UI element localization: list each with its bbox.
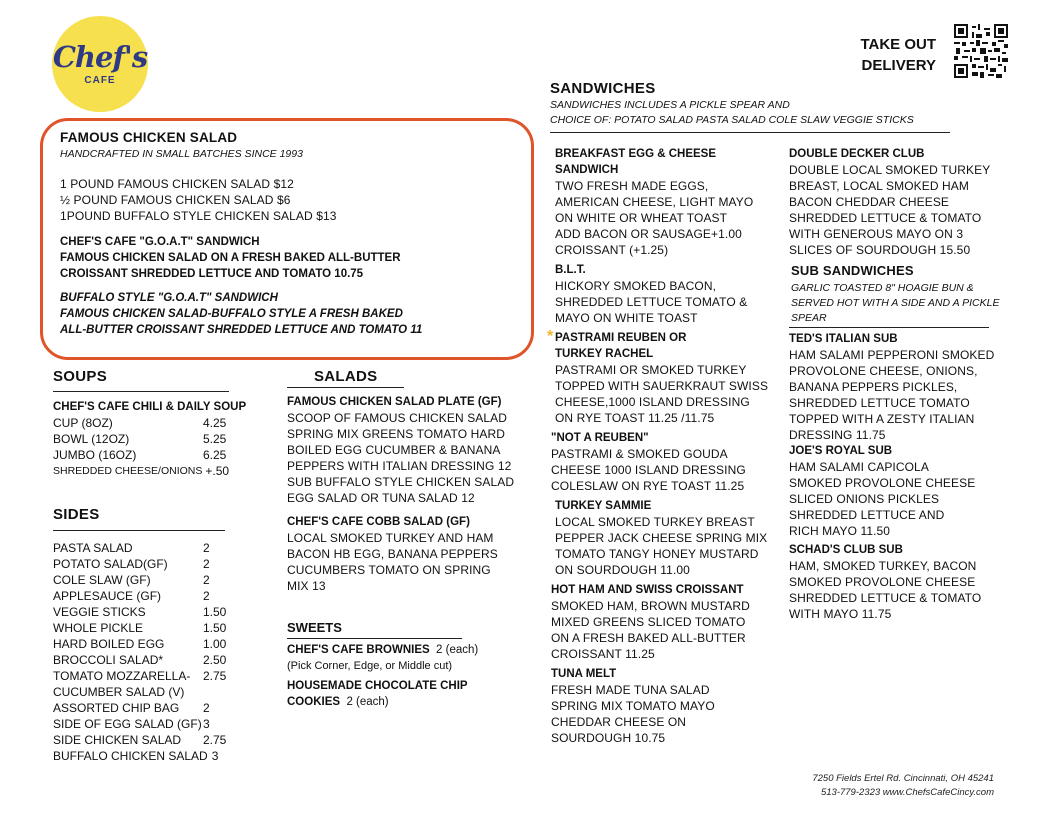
cookies-name-1: HOUSEMADE CHOCOLATE CHIP	[287, 680, 468, 692]
cobb-salad-line: LOCAL SMOKED TURKEY AND HAM	[287, 531, 494, 545]
cookies-name-2: COOKIES	[287, 696, 341, 708]
sandwiches-note-1: SANDWICHES INCLUDES A PICKLE SPEAR AND	[550, 99, 790, 111]
item-line: SLICED ONIONS PICKLES	[789, 492, 940, 506]
item-line: DRESSING 11.75	[789, 428, 886, 442]
item-title: SCHAD'S CLUB SUB	[789, 544, 903, 556]
logo-text: Chef's	[52, 40, 148, 74]
soups-title: SOUPS	[53, 368, 108, 385]
salad-plate-line: SPRING MIX GREENS TOMATO HARD	[287, 427, 506, 441]
chicken-salad-title: FAMOUS CHICKEN SALAD	[60, 130, 238, 145]
item-line: SMOKED PROVOLONE CHEESE	[789, 575, 976, 589]
sandwiches-title: SANDWICHES	[550, 80, 656, 97]
table-row	[53, 716, 273, 732]
logo-subtext: CAFE	[84, 75, 116, 86]
buffalo-goat-title: BUFFALO STYLE "G.O.A.T" SANDWICH	[60, 292, 278, 304]
item-line: ADD BACON OR SAUSAGE+1.00	[555, 227, 742, 241]
goat-sandwich-title: CHEF'S CAFE "G.O.A.T" SANDWICH	[60, 236, 260, 248]
address: 7250 Fields Ertel Rd. Cincinnati, OH 45241	[812, 773, 994, 784]
item-title: TUNA MELT	[551, 668, 617, 680]
menu-item-reuben	[547, 328, 785, 426]
item-line: TOMATO TANGY HONEY MUSTARD	[555, 547, 759, 561]
soups-subtitle: CHEF'S CAFE CHILI & DAILY SOUP	[53, 401, 247, 413]
sub-sandwiches-title: SUB SANDWICHES	[791, 263, 914, 278]
menu-item-schads-club	[789, 542, 1019, 622]
table-row	[53, 652, 273, 668]
club-line: BACON CHEDDAR CHEESE	[789, 195, 950, 209]
table-row	[53, 732, 273, 748]
item-line: BANANA PEPPERS PICKLES,	[789, 380, 958, 394]
item-line: HAM SALAMI CAPICOLA	[789, 460, 929, 474]
brownies-price: 2 (each)	[436, 644, 479, 656]
cobb-salad-line: MIX 13	[287, 579, 326, 593]
item-title: HOT HAM AND SWISS CROISSANT	[551, 584, 744, 596]
salad-plate-line: PEPPERS WITH ITALIAN DRESSING 12	[287, 459, 512, 473]
cookies-item	[287, 694, 527, 710]
item-name: APPLESAUCE (GF)	[53, 589, 162, 603]
item-line: CHEESE,1000 ISLAND DRESSING	[555, 395, 750, 409]
list-item: ½ POUND FAMOUS CHICKEN SALAD $6	[60, 193, 291, 207]
item-name: PASTA SALAD	[53, 541, 133, 555]
salad-plate-line: SUB BUFFALO STYLE CHICKEN SALAD	[287, 475, 515, 489]
table-row	[53, 620, 273, 636]
table-row	[53, 556, 273, 572]
item-price: 2	[203, 557, 210, 571]
item-line: MAYO ON WHITE TOAST	[555, 311, 698, 325]
item-price: 2.75	[203, 733, 227, 747]
item-name: WHOLE PICKLE	[53, 621, 144, 635]
item-price: 2	[203, 701, 210, 715]
item-line: TOPPED WITH A ZESTY ITALIAN	[789, 412, 975, 426]
star-icon: *	[547, 328, 554, 345]
item-name: CUP (8OZ)	[53, 416, 113, 430]
table-row	[53, 684, 273, 700]
item-name: SHREDDED CHEESE/ONIONS	[53, 465, 203, 477]
delivery-label: DELIVERY	[861, 57, 936, 74]
item-line: SHREDDED LETTUCE TOMATO &	[555, 295, 748, 309]
sides-section	[53, 540, 273, 764]
goat-sandwich-desc-1: FAMOUS CHICKEN SALAD ON A FRESH BAKED ALL-BUTTER	[60, 252, 401, 264]
sandwiches-column-1	[547, 146, 785, 746]
item-title: B.L.T.	[555, 264, 586, 276]
cobb-salad-title: CHEF'S CAFE COBB SALAD (GF)	[287, 516, 470, 528]
menu-item-teds-italian	[789, 331, 1019, 443]
menu-item-breakfast	[555, 146, 785, 258]
item-price: 2	[203, 573, 210, 587]
item-price: 3	[203, 717, 210, 731]
item-name: JUMBO (16OZ)	[53, 448, 137, 462]
goat-sandwich-desc-2: CROISSANT SHREDDED LETTUCE AND TOMATO 10.75	[60, 268, 364, 280]
item-line: HAM SALAMI PEPPERONI SMOKED	[789, 348, 995, 362]
item-price: 2.75	[203, 669, 227, 683]
club-line: SHREDDED LETTUCE & TOMATO	[789, 211, 982, 225]
salad-plate-line: BOILED EGG CUCUMBER & BANANA	[287, 443, 501, 457]
sides-title: SIDES	[53, 506, 100, 523]
sub-divider	[789, 327, 989, 328]
item-name: SIDE OF EGG SALAD (GF)	[53, 717, 202, 731]
item-line: MIXED GREENS SLICED TOMATO	[551, 615, 746, 629]
salad-plate-title: FAMOUS CHICKEN SALAD PLATE (GF)	[287, 396, 502, 408]
item-price: 4.25	[203, 416, 227, 430]
item-line: WITH MAYO 11.75	[789, 607, 892, 621]
item-price: 2	[203, 589, 210, 603]
sub-note-line: GARLIC TOASTED 8" HOAGIE BUN &	[791, 282, 974, 294]
sides-divider	[53, 530, 225, 531]
sub-note-line: SPEAR	[791, 312, 827, 324]
item-price: 1.50	[203, 605, 227, 619]
item-line: ON RYE TOAST 11.25 /11.75	[555, 411, 715, 425]
soups-section	[53, 399, 273, 479]
table-row	[53, 700, 273, 716]
item-line: AMERICAN CHEESE, LIGHT MAYO	[555, 195, 754, 209]
item-title: TED'S ITALIAN SUB	[789, 333, 898, 345]
sandwiches-divider	[550, 132, 950, 133]
buffalo-goat-desc-2: ALL-BUTTER CROISSANT SHREDDED LETTUCE AND TOMATO 11	[60, 324, 423, 336]
table-row	[53, 415, 273, 431]
table-row	[53, 463, 273, 479]
sandwiches-note-2: CHOICE OF: POTATO SALAD PASTA SALAD COLE SLAW VEGGIE STICKS	[550, 114, 914, 126]
logo	[52, 16, 148, 112]
item-title: "NOT A REUBEN"	[551, 432, 649, 444]
item-line: TOPPED WITH SAUERKRAUT SWISS	[555, 379, 769, 393]
table-row	[53, 588, 273, 604]
item-line: SOURDOUGH 10.75	[551, 731, 666, 745]
item-line: LOCAL SMOKED TURKEY BREAST	[555, 515, 755, 529]
menu-item-turkey-sammie	[555, 498, 785, 578]
menu-item-ham-swiss	[551, 582, 785, 662]
club-line: SLICES OF SOURDOUGH 15.50	[789, 243, 971, 257]
item-line: ON A FRESH BAKED ALL-BUTTER	[551, 631, 746, 645]
item-name: TOMATO MOZZARELLA-	[53, 669, 191, 683]
salads-divider	[287, 387, 404, 388]
table-row	[53, 636, 273, 652]
item-name: BOWL (12OZ)	[53, 432, 130, 446]
item-line: SHREDDED LETTUCE TOMATO	[789, 396, 970, 410]
item-line: RICH MAYO 11.50	[789, 524, 891, 538]
item-name: COLE SLAW (GF)	[53, 573, 151, 587]
sub-note-line: SERVED HOT WITH A SIDE AND A PICKLE	[791, 297, 1000, 309]
item-line: ON SOURDOUGH 11.00	[555, 563, 690, 577]
club-line: DOUBLE LOCAL SMOKED TURKEY	[789, 163, 991, 177]
item-name: POTATO SALAD(GF)	[53, 557, 168, 571]
item-line: PASTRAMI OR SMOKED TURKEY	[555, 363, 747, 377]
item-title: PASTRAMI REUBEN OR	[555, 332, 687, 344]
item-price: 1.50	[203, 621, 227, 635]
item-price: 3	[211, 749, 219, 763]
item-line: PROVOLONE CHEESE, ONIONS,	[789, 364, 978, 378]
item-name: VEGGIE STICKS	[53, 605, 146, 619]
item-price: 6.25	[203, 448, 227, 462]
list-item: 1 POUND FAMOUS CHICKEN SALAD $12	[60, 177, 294, 191]
salad-plate-line: SCOOP OF FAMOUS CHICKEN SALAD	[287, 411, 508, 425]
item-line: SMOKED HAM, BROWN MUSTARD	[551, 599, 750, 613]
table-row	[53, 572, 273, 588]
item-line: PASTRAMI & SMOKED GOUDA	[551, 447, 728, 461]
brownies-note: (Pick Corner, Edge, or Middle cut)	[287, 660, 453, 672]
salads-section	[287, 394, 527, 594]
item-title: JOE'S ROYAL SUB	[789, 445, 893, 457]
sandwiches-column-2	[789, 146, 1019, 622]
soups-divider	[53, 391, 229, 392]
menu-item-not-a-reuben	[551, 430, 785, 494]
item-line: FRESH MADE TUNA SALAD	[551, 683, 710, 697]
table-row	[53, 604, 273, 620]
item-line: CHEDDAR CHEESE ON	[551, 715, 687, 729]
item-title: BREAKFAST EGG & CHEESE	[555, 148, 717, 160]
menu-item-blt	[555, 262, 785, 326]
item-title: SANDWICH	[555, 164, 619, 176]
sweets-section	[287, 642, 527, 710]
chicken-salad-section	[60, 130, 422, 338]
item-line: HICKORY SMOKED BACON,	[555, 279, 717, 293]
item-price: 2.50	[203, 653, 227, 667]
item-price: +.50	[205, 464, 230, 478]
item-name: HARD BOILED EGG	[53, 637, 165, 651]
qr-code-icon[interactable]	[954, 24, 1008, 78]
salads-title: SALADS	[314, 368, 378, 385]
club-line: BREAST, LOCAL SMOKED HAM	[789, 179, 969, 193]
menu-item-tuna-melt	[551, 666, 785, 746]
chicken-salad-tagline: HANDCRAFTED IN SMALL BATCHES SINCE 1993	[60, 148, 303, 160]
item-name: BROCCOLI SALAD*	[53, 653, 164, 667]
cobb-salad-line: CUCUMBERS TOMATO ON SPRING	[287, 563, 491, 577]
club-line: WITH GENEROUS MAYO ON 3	[789, 227, 964, 241]
item-name: SIDE CHICKEN SALAD	[53, 733, 182, 747]
table-row	[53, 540, 273, 556]
service-options	[860, 34, 936, 76]
table-row	[53, 748, 273, 764]
chicken-salad-list	[60, 176, 422, 224]
item-line: CHEESE 1000 ISLAND DRESSING	[551, 463, 746, 477]
item-line: PEPPER JACK CHEESE SPRING MIX	[555, 531, 768, 545]
item-line: CROISSANT (+1.25)	[555, 243, 669, 257]
item-title: TURKEY SAMMIE	[555, 500, 652, 512]
item-line: SHREDDED LETTUCE AND	[789, 508, 945, 522]
list-item: 1POUND BUFFALO STYLE CHICKEN SALAD $13	[60, 209, 337, 223]
item-line: SHREDDED LETTUCE & TOMATO	[789, 591, 982, 605]
footer	[812, 772, 994, 800]
item-price: 2	[203, 541, 210, 555]
item-line: ON WHITE OR WHEAT TOAST	[555, 211, 728, 225]
brownies-item	[287, 642, 527, 658]
table-row	[53, 431, 273, 447]
brownies-name: CHEF'S CAFE BROWNIES	[287, 644, 430, 656]
item-line: SPRING MIX TOMATO MAYO	[551, 699, 715, 713]
item-line: CROISSANT 11.25	[551, 647, 655, 661]
item-name: CUCUMBER SALAD (V)	[53, 685, 185, 699]
table-row	[53, 447, 273, 463]
item-price: 1.00	[203, 637, 227, 651]
item-line: COLESLAW ON RYE TOAST 11.25	[551, 479, 745, 493]
cookies-price: 2 (each)	[346, 696, 389, 708]
table-row	[53, 668, 273, 684]
club-title: DOUBLE DECKER CLUB	[789, 148, 925, 160]
item-name: BUFFALO CHICKEN SALAD	[53, 749, 208, 763]
item-line: SMOKED PROVOLONE CHEESE	[789, 476, 976, 490]
item-line: TWO FRESH MADE EGGS,	[555, 179, 709, 193]
salad-plate-line: EGG SALAD OR TUNA SALAD 12	[287, 491, 475, 505]
sweets-title: SWEETS	[287, 620, 342, 635]
contact-info[interactable]: 513-779-2323 www.ChefsCafeCincy.com	[820, 787, 994, 798]
item-name: ASSORTED CHIP BAG	[53, 701, 180, 715]
menu-item-joes-royal	[789, 443, 1019, 539]
item-title: TURKEY RACHEL	[555, 348, 654, 360]
takeout-label: TAKE OUT	[860, 36, 936, 53]
cobb-salad-line: BACON HB EGG, BANANA PEPPERS	[287, 547, 498, 561]
sweets-divider	[287, 638, 462, 639]
buffalo-goat-desc-1: FAMOUS CHICKEN SALAD-BUFFALO STYLE A FRESH BAKED	[60, 308, 403, 320]
item-line: HAM, SMOKED TURKEY, BACON	[789, 559, 977, 573]
item-price: 5.25	[203, 432, 227, 446]
